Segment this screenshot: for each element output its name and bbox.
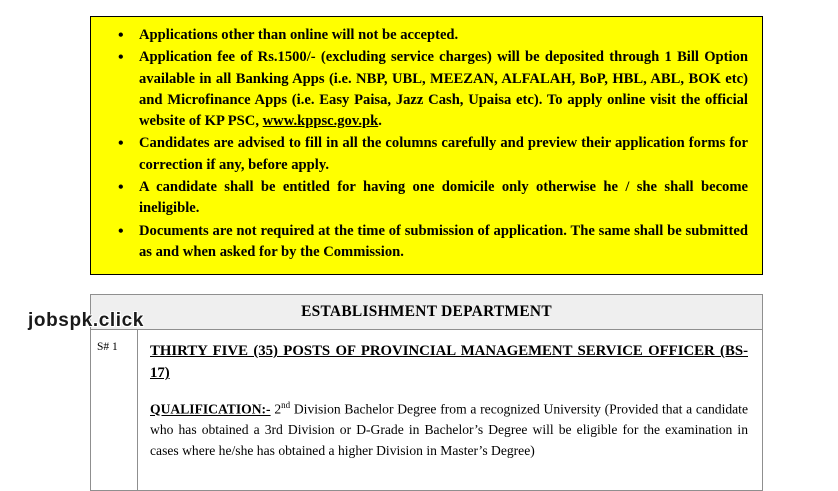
table-header-title: ESTABLISHMENT DEPARTMENT [301,303,552,320]
post-title: THIRTY FIVE (35) POSTS OF PROVINCIAL MANAGEMENT SERVICE OFFICER (BS-17) [150,343,748,382]
notice-text: Application fee of Rs.1500/- (excluding service charges) will be deposited through 1 Bill Option available in all Banking Apps (i.e. NBP, UBL, MEEZAN, ALFALAH, BoP, HBL, ABL, BOK etc) and Microfinance Apps (i.e. Easy Paisa, Jazz Cash, Upaisa etc). To apply online visit the official website of KP PSC, [139,49,748,130]
notice-text-tail: . [378,113,382,130]
ordinal-superscript: nd [281,399,291,410]
kppsc-website-link[interactable]: www.kppsc.gov.pk [262,113,379,130]
notice-text: Candidates are advised to fill in all the columns carefully and preview their application forms for correction if any, before apply. [139,135,748,173]
table-header-row [91,295,762,330]
notice-text: A candidate shall be entitled for having one domicile only otherwise he / she shall become ineligible. [139,179,748,217]
table-row [91,330,762,490]
list-item [139,177,748,220]
post-details-cell [138,330,762,490]
notice-text: Documents are not required at the time of submission of application. The same shall be submitted as and when asked for by the Commission. [139,222,748,260]
qualification-text: Division Bachelor Degree from a recognized University (Provided that a candidate who has obtained a 3rd Division or D-Grade in Bachelor’s Degree will be eligible for the examination in cases where he/she has obtained a higher Division in Master’s Degree) [150,401,748,458]
list-item [139,133,748,176]
notice-text: Applications other than online will not be accepted. [139,27,459,43]
notice-box [90,16,763,275]
list-item [139,25,748,46]
notice-list [105,25,748,263]
qualification-label: QUALIFICATION:- [150,401,271,417]
watermark-text: jobspk.click [28,310,144,331]
serial-number-cell: S# 1 [91,330,138,490]
list-item [139,47,748,132]
qualification-paragraph [150,399,748,462]
qualification-prefix: 2 [270,401,282,417]
establishment-department-table [90,294,763,491]
list-item [139,221,748,264]
